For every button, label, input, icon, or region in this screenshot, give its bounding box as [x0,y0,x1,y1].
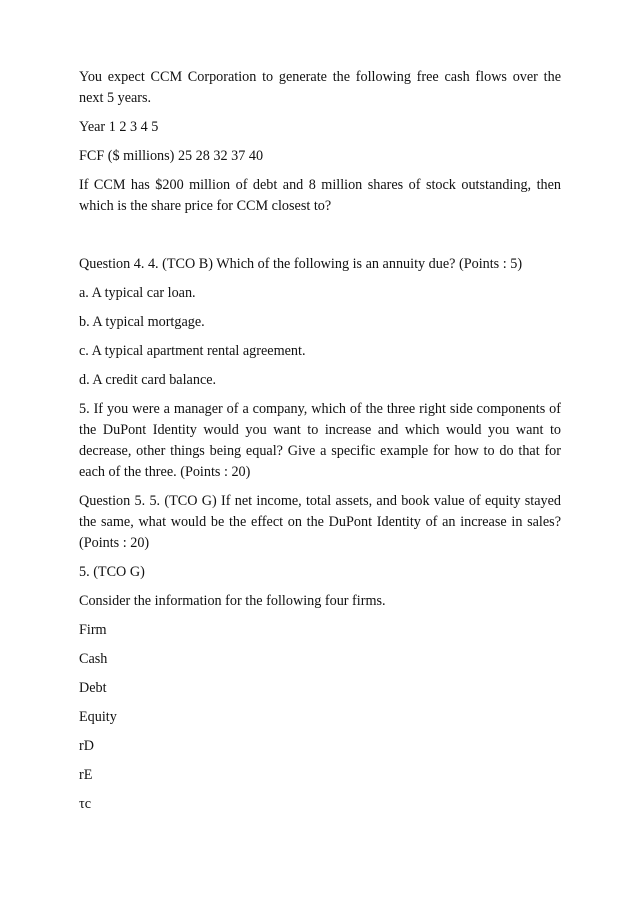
label-cash: Cash [79,651,108,667]
option-d: d. A credit card balance. [79,372,217,388]
option-a: a. A typical car loan. [79,285,196,301]
label-re: rE [79,767,93,783]
option-c: c. A typical apartment rental agreement. [79,343,306,359]
label-rd: rD [79,738,94,754]
paragraph-share-price-question: If CCM has $200 million of debt and 8 million shares of stock outstanding, then which is the share price for CCM closest to? [79,177,561,214]
label-debt: Debt [79,680,107,696]
paragraph-dupont-manager: 5. If you were a manager of a company, which of the three right side components of the DuPont Identity would you want to increase and which would you want to decrease, other things being equal? Give a specific example for how to do that for each of the three. (Points : 20) [79,401,561,480]
option-b: b. A typical mortgage. [79,314,205,330]
paragraph-year-row: Year 1 2 3 4 5 [79,119,159,135]
paragraph-question-4: Question 4. 4. (TCO B) Which of the following is an annuity due? (Points : 5) [79,256,523,272]
label-equity: Equity [79,709,117,725]
document-body [79,67,561,815]
paragraph-intro: You expect CCM Corporation to generate the following free cash flows over the next 5 years. [79,69,561,106]
label-firm: Firm [79,622,107,638]
paragraph-fcf-row: FCF ($ millions) 25 28 32 37 40 [79,148,264,164]
label-tau-c: τc [79,796,91,812]
paragraph-tco-g: 5. (TCO G) [79,564,145,580]
paragraph-question-5: Question 5. 5. (TCO G) If net income, total assets, and book value of equity stayed the same, what would be the effect on the DuPont Identity of an increase in sales? (Points : 20) [79,493,561,551]
paragraph-four-firms: Consider the information for the following four firms. [79,593,386,609]
